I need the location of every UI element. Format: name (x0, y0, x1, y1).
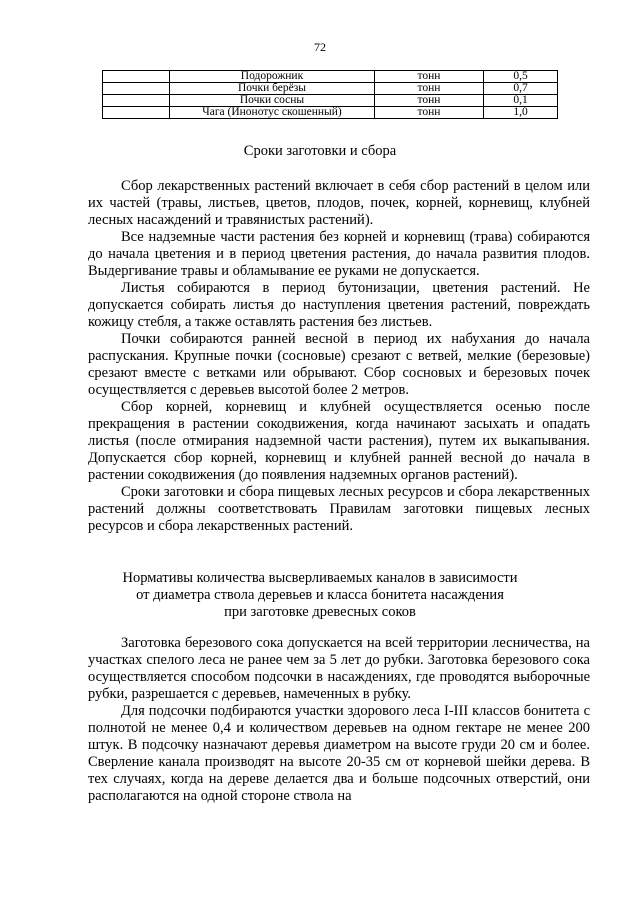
table-cell-empty (103, 95, 170, 107)
table-cell-value: 0,7 (484, 83, 558, 95)
paragraph: Сроки заготовки и сбора пищевых лесных ресурсов и сбора лекарственных растений должны соответствовать Правилам заготовки пищевых лесных ресурсов и сбора лекарственных растений. (88, 484, 590, 534)
section-heading-sap-channels (0, 570, 640, 621)
paragraph: Сбор лекарственных растений включает в себя сбор растений в целом или их частей (травы, листьев, цветов, плодов, почек, корней, корневищ, клубней лесных насаждений и травянистых растений). (88, 178, 590, 228)
paragraph: Заготовка березового сока допускается на всей территории лесничества, на участках спелого леса не ранее чем за 5 лет до рубки. Заготовка березового сока осуществляется способом подсочки в насаждениях, где проводятся выборочные рубки, разрешается с деревьев, намеченных в рубку. (88, 635, 590, 702)
table-cell-name: Подорожник (170, 71, 375, 83)
table-row (103, 107, 558, 119)
table-cell-name: Почки сосны (170, 95, 375, 107)
table-row (103, 95, 558, 107)
table-cell-value: 1,0 (484, 107, 558, 119)
table-cell-unit: тонн (375, 95, 484, 107)
heading-line: от диаметра ствола деревьев и класса бонитета насаждения (136, 587, 504, 603)
section-body-harvest-terms (88, 178, 590, 535)
paragraph: Сбор корней, корневищ и клубней осуществляется осенью после прекращения в растении сокодвижения, когда начинают засыхать и опадать листья (после отмирания надземной части растения), путем их выкапывания. Допускается сбор корней, корневищ и клубней ранней весной до начала в растении сокодвижения (до появления надземных органов растений). (88, 399, 590, 483)
table-cell-unit: тонн (375, 71, 484, 83)
page-number: 72 (314, 40, 326, 54)
table-row (103, 83, 558, 95)
table-cell-value: 0,1 (484, 95, 558, 107)
table-cell-empty (103, 107, 170, 119)
paragraph: Для подсочки подбираются участки здорового леса I-III классов бонитета с полнотой не менее 0,4 и количеством деревьев на одном гектаре не менее 200 штук. В подсочку назначают деревья диаметром на высоте груди 20 см и более. Сверление канала производят на высоте 20-35 см от корневой шейки дерева. В тех случаях, когда на дереве делается два и больше подсочных отверстий, они располагаются на одной стороне ствола на (88, 703, 590, 804)
heading-line: при заготовке древесных соков (224, 604, 416, 620)
table-cell-value: 0,5 (484, 71, 558, 83)
table-cell-empty (103, 71, 170, 83)
section-heading-harvest-terms: Сроки заготовки и сбора (243, 143, 397, 159)
table-cell-unit: тонн (375, 83, 484, 95)
resources-table (102, 70, 558, 119)
paragraph: Почки собираются ранней весной в период их набухания до начала распускания. Крупные почки (сосновые) срезают с ветвей, мелкие (березовые) срезают вместе с ветками или обрывают. Сбор сосновых и березовых почек осуществляется с деревьев высотой более 2 метров. (88, 331, 590, 398)
table-row (103, 71, 558, 83)
table-cell-unit: тонн (375, 107, 484, 119)
table-cell-name: Почки берёзы (170, 83, 375, 95)
paragraph: Все надземные части растения без корней и корневищ (трава) собираются до начала цветения и в период цветения растения, до начала развития плодов. Выдергивание травы и обламывание ее руками не допускается. (88, 229, 590, 279)
heading-line: Нормативы количества высверливаемых каналов в зависимости (122, 570, 518, 586)
section-body-sap-channels (88, 635, 590, 805)
paragraph: Листья собираются в период бутонизации, цветения растений. Не допускается собирать листья до наступления цветения растений, повреждать кожицу стебля, а также оставлять растения без листьев. (88, 280, 590, 330)
table-cell-empty (103, 83, 170, 95)
table-cell-name: Чага (Инонотус скошенный) (170, 107, 375, 119)
